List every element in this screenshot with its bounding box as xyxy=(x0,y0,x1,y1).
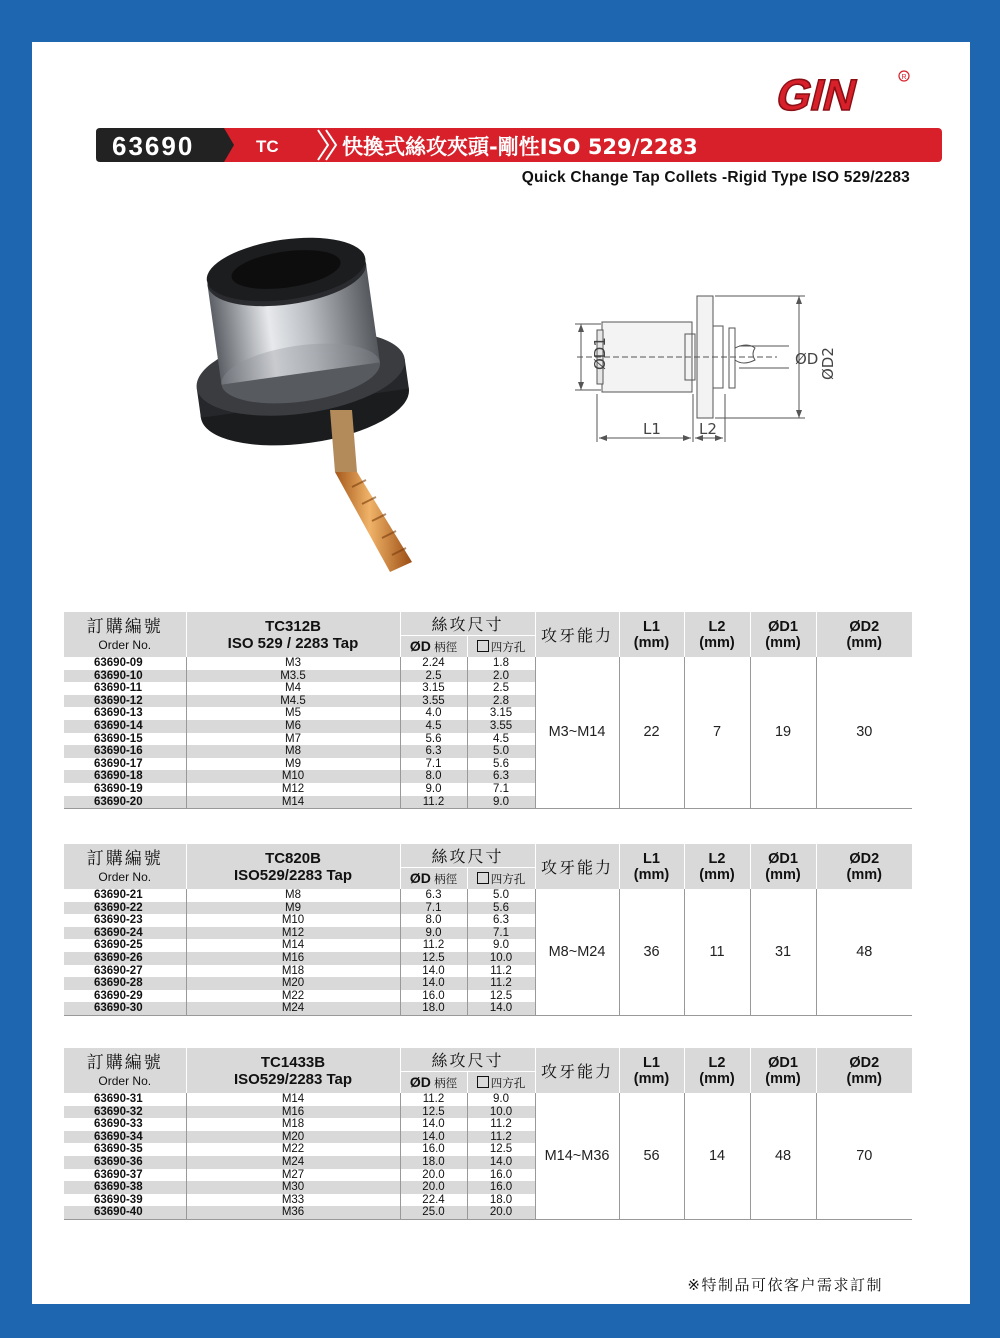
tap-size-cell: M10 xyxy=(186,770,400,783)
square-header: 四方孔 xyxy=(467,1072,535,1094)
square-cell: 11.2 xyxy=(467,965,535,978)
order-no-header xyxy=(64,612,186,657)
order-no-en: Order No. xyxy=(98,1073,152,1088)
l2-cell: 11 xyxy=(684,889,750,1015)
l1-cell: 22 xyxy=(619,657,684,809)
l2-header: L2 (mm) xyxy=(684,1048,750,1093)
shank-dia-cell: 18.0 xyxy=(400,1002,467,1015)
square-cell: 5.0 xyxy=(467,745,535,758)
square-cell: 9.0 xyxy=(467,1093,535,1106)
square-cell: 5.0 xyxy=(467,889,535,902)
shank-dia-cell: 14.0 xyxy=(400,977,467,990)
tap-header xyxy=(186,612,400,657)
shank-dia-cell: 22.4 xyxy=(400,1194,467,1207)
order-no-cell: 63690-18 xyxy=(64,770,186,783)
tap-size-cell: M14 xyxy=(186,796,400,809)
square-cell: 5.6 xyxy=(467,902,535,915)
d2-cell: 48 xyxy=(816,889,912,1015)
tap-size-cell: M33 xyxy=(186,1194,400,1207)
order-no-cell: 63690-27 xyxy=(64,965,186,978)
svg-text:R: R xyxy=(901,74,907,81)
shank-dia-cell: 25.0 xyxy=(400,1206,467,1219)
tap-size-cell: M24 xyxy=(186,1002,400,1015)
order-no-cell: 63690-39 xyxy=(64,1194,186,1207)
order-no-cell: 63690-29 xyxy=(64,990,186,1003)
capacity-header: 攻牙能力 xyxy=(535,612,619,657)
tap-size-cell: M10 xyxy=(186,914,400,927)
d1-header: ØD1 (mm) xyxy=(750,1048,816,1093)
tap-size-cell: M24 xyxy=(186,1156,400,1169)
order-no-header xyxy=(64,844,186,889)
label-d2: ØD2 xyxy=(819,347,837,380)
shank-dia-cell: 12.5 xyxy=(400,952,467,965)
order-no-cell: 63690-12 xyxy=(64,695,186,708)
order-no-cell: 63690-11 xyxy=(64,682,186,695)
square-cell: 20.0 xyxy=(467,1206,535,1219)
order-no-cell: 63690-19 xyxy=(64,783,186,796)
order-no-cell: 63690-36 xyxy=(64,1156,186,1169)
order-no-cell: 63690-30 xyxy=(64,1002,186,1015)
tap-size-cell: M7 xyxy=(186,733,400,746)
shank-dia-cell: 14.0 xyxy=(400,1131,467,1144)
square-cell: 2.5 xyxy=(467,682,535,695)
square-cell: 3.15 xyxy=(467,707,535,720)
tap-size-cell: M22 xyxy=(186,990,400,1003)
capacity-cell: M14~M36 xyxy=(535,1093,619,1219)
square-cell: 12.5 xyxy=(467,990,535,1003)
square-cell: 10.0 xyxy=(467,952,535,965)
tap-model: TC820B xyxy=(265,849,321,867)
tap-size-cell: M36 xyxy=(186,1206,400,1219)
square-cell: 2.8 xyxy=(467,695,535,708)
square-cell: 16.0 xyxy=(467,1169,535,1182)
square-cell: 9.0 xyxy=(467,796,535,809)
shank-dia-cell: 14.0 xyxy=(400,1118,467,1131)
square-cell: 16.0 xyxy=(467,1181,535,1194)
series-code: TC xyxy=(256,137,279,156)
shank-dia-cell: 16.0 xyxy=(400,990,467,1003)
tap-header xyxy=(186,844,400,889)
tap-size-cell: M8 xyxy=(186,889,400,902)
tap-size-cell: M20 xyxy=(186,977,400,990)
order-no-zh: 訂購編號 xyxy=(86,616,163,636)
order-no-zh: 訂購編號 xyxy=(86,848,163,868)
tap-size-cell: M12 xyxy=(186,783,400,796)
tap-model: TC312B xyxy=(265,617,321,635)
order-no-cell: 63690-40 xyxy=(64,1206,186,1219)
shank-dia-cell: 3.55 xyxy=(400,695,467,708)
shank-dia-header: ØD 柄徑 xyxy=(400,1072,467,1094)
order-no-en: Order No. xyxy=(98,637,152,652)
order-no-cell: 63690-17 xyxy=(64,758,186,771)
order-no-cell: 63690-14 xyxy=(64,720,186,733)
tap-size-cell: M27 xyxy=(186,1169,400,1182)
shank-dia-cell: 2.5 xyxy=(400,670,467,683)
subtitle-en: Quick Change Tap Collets -Rigid Type ISO 529/2283 xyxy=(521,169,910,186)
order-no-zh: 訂購編號 xyxy=(86,1052,163,1072)
square-cell: 3.55 xyxy=(467,720,535,733)
gin-logo xyxy=(767,66,917,122)
d1-cell: 19 xyxy=(750,657,816,809)
order-no-header xyxy=(64,1048,186,1093)
order-no-cell: 63690-22 xyxy=(64,902,186,915)
d2-header: ØD2 (mm) xyxy=(816,1048,912,1093)
square-cell: 11.2 xyxy=(467,977,535,990)
shank-dia-cell: 7.1 xyxy=(400,758,467,771)
shank-dia-header: ØD 柄徑 xyxy=(400,636,467,658)
capacity-cell: M8~M24 xyxy=(535,889,619,1015)
tap-standard: ISO529/2283 Tap xyxy=(233,1070,353,1088)
shank-dia-cell: 6.3 xyxy=(400,745,467,758)
square-icon xyxy=(477,1076,489,1088)
shank-dia-cell: 3.15 xyxy=(400,682,467,695)
order-no-cell: 63690-38 xyxy=(64,1181,186,1194)
square-cell: 7.1 xyxy=(467,783,535,796)
l1-cell: 36 xyxy=(619,889,684,1015)
square-cell: 5.6 xyxy=(467,758,535,771)
spec-table-tc1433b xyxy=(64,1048,912,1220)
shank-dia-cell: 11.2 xyxy=(400,1093,467,1106)
capacity-cell: M3~M14 xyxy=(535,657,619,809)
custom-order-note: ※特制品可依客户需求訂制 xyxy=(687,1277,883,1294)
tap-size-cell: M4 xyxy=(186,682,400,695)
d1-cell: 48 xyxy=(750,1093,816,1219)
tap-size-cell: M9 xyxy=(186,758,400,771)
tap-header xyxy=(186,1048,400,1093)
l2-cell: 14 xyxy=(684,1093,750,1219)
d2-cell: 30 xyxy=(816,657,912,809)
d2-header: ØD2 (mm) xyxy=(816,612,912,657)
order-no-cell: 63690-15 xyxy=(64,733,186,746)
order-no-cell: 63690-25 xyxy=(64,939,186,952)
shank-dia-cell: 7.1 xyxy=(400,902,467,915)
tap-size-cell: M6 xyxy=(186,720,400,733)
table-row xyxy=(64,657,912,670)
square-cell: 6.3 xyxy=(467,770,535,783)
square-icon xyxy=(477,640,489,652)
order-no-cell: 63690-34 xyxy=(64,1131,186,1144)
square-cell: 9.0 xyxy=(467,939,535,952)
order-no-cell: 63690-21 xyxy=(64,889,186,902)
shank-dia-cell: 4.5 xyxy=(400,720,467,733)
square-cell: 7.1 xyxy=(467,927,535,940)
square-icon xyxy=(477,872,489,884)
tap-size-cell: M18 xyxy=(186,1118,400,1131)
square-cell: 12.5 xyxy=(467,1143,535,1156)
label-d: ØD xyxy=(795,350,819,368)
l2-header: L2 (mm) xyxy=(684,844,750,889)
order-no-cell: 63690-33 xyxy=(64,1118,186,1131)
l1-header: L1 (mm) xyxy=(619,1048,684,1093)
square-header: 四方孔 xyxy=(467,636,535,658)
square-cell: 6.3 xyxy=(467,914,535,927)
product-code: 63690 xyxy=(112,131,195,161)
tap-model: TC1433B xyxy=(260,1053,326,1071)
table-row xyxy=(64,1093,912,1106)
d2-header: ØD2 (mm) xyxy=(816,844,912,889)
order-no-cell: 63690-23 xyxy=(64,914,186,927)
tap-size-cell: M9 xyxy=(186,902,400,915)
order-no-cell: 63690-35 xyxy=(64,1143,186,1156)
shank-dia-cell: 11.2 xyxy=(400,796,467,809)
tap-size-header: 絲攻尺寸 xyxy=(400,844,535,868)
shank-dia-cell: 20.0 xyxy=(400,1169,467,1182)
technical-drawing xyxy=(557,282,857,512)
square-cell: 1.8 xyxy=(467,657,535,670)
l2-cell: 7 xyxy=(684,657,750,809)
shank-dia-cell: 2.24 xyxy=(400,657,467,670)
order-no-cell: 63690-13 xyxy=(64,707,186,720)
table-row xyxy=(64,889,912,902)
shank-dia-cell: 12.5 xyxy=(400,1106,467,1119)
order-no-cell: 63690-16 xyxy=(64,745,186,758)
order-no-cell: 63690-28 xyxy=(64,977,186,990)
order-no-cell: 63690-32 xyxy=(64,1106,186,1119)
tap-size-header: 絲攻尺寸 xyxy=(400,1048,535,1072)
square-header: 四方孔 xyxy=(467,868,535,890)
order-no-cell: 63690-31 xyxy=(64,1093,186,1106)
square-cell: 10.0 xyxy=(467,1106,535,1119)
tap-size-cell: M3 xyxy=(186,657,400,670)
d1-cell: 31 xyxy=(750,889,816,1015)
shank-dia-cell: 5.6 xyxy=(400,733,467,746)
product-photo xyxy=(152,232,482,612)
tap-size-cell: M22 xyxy=(186,1143,400,1156)
square-cell: 11.2 xyxy=(467,1118,535,1131)
shank-dia-cell: 6.3 xyxy=(400,889,467,902)
tap-size-cell: M8 xyxy=(186,745,400,758)
square-cell: 14.0 xyxy=(467,1156,535,1169)
tap-size-cell: M12 xyxy=(186,927,400,940)
tap-size-cell: M14 xyxy=(186,939,400,952)
square-cell: 11.2 xyxy=(467,1131,535,1144)
tap-size-cell: M16 xyxy=(186,1106,400,1119)
capacity-header: 攻牙能力 xyxy=(535,1048,619,1093)
label-l1: L1 xyxy=(643,420,661,438)
title-bar xyxy=(96,128,942,162)
tap-size-cell: M30 xyxy=(186,1181,400,1194)
tap-size-cell: M3.5 xyxy=(186,670,400,683)
shank-dia-cell: 8.0 xyxy=(400,770,467,783)
square-cell: 4.5 xyxy=(467,733,535,746)
order-no-cell: 63690-20 xyxy=(64,796,186,809)
shank-dia-cell: 18.0 xyxy=(400,1156,467,1169)
d2-cell: 70 xyxy=(816,1093,912,1219)
order-no-cell: 63690-24 xyxy=(64,927,186,940)
tap-size-cell: M14 xyxy=(186,1093,400,1106)
tap-size-cell: M16 xyxy=(186,952,400,965)
order-no-cell: 63690-09 xyxy=(64,657,186,670)
label-d1: ØD1 xyxy=(591,337,609,370)
title-zh: 快換式絲攻夾頭-剛性ISO 529/2283 xyxy=(342,135,698,159)
tap-size-cell: M20 xyxy=(186,1131,400,1144)
square-cell: 2.0 xyxy=(467,670,535,683)
tap-size-cell: M5 xyxy=(186,707,400,720)
shank-dia-cell: 4.0 xyxy=(400,707,467,720)
shank-dia-cell: 20.0 xyxy=(400,1181,467,1194)
l1-header: L1 (mm) xyxy=(619,844,684,889)
capacity-header: 攻牙能力 xyxy=(535,844,619,889)
shank-dia-cell: 11.2 xyxy=(400,939,467,952)
logo-text: GIN xyxy=(771,71,862,120)
l2-header: L2 (mm) xyxy=(684,612,750,657)
order-no-en: Order No. xyxy=(98,869,152,884)
tap-size-cell: M18 xyxy=(186,965,400,978)
order-no-cell: 63690-26 xyxy=(64,952,186,965)
shank-dia-cell: 8.0 xyxy=(400,914,467,927)
d1-header: ØD1 (mm) xyxy=(750,612,816,657)
shank-dia-cell: 9.0 xyxy=(400,783,467,796)
shank-dia-header: ØD 柄徑 xyxy=(400,868,467,890)
tap-size-cell: M4.5 xyxy=(186,695,400,708)
tap-size-header: 絲攻尺寸 xyxy=(400,612,535,636)
l1-header: L1 (mm) xyxy=(619,612,684,657)
shank-dia-cell: 16.0 xyxy=(400,1143,467,1156)
spec-table-tc312b xyxy=(64,612,912,809)
order-no-cell: 63690-37 xyxy=(64,1169,186,1182)
shank-dia-cell: 9.0 xyxy=(400,927,467,940)
spec-table-tc820b xyxy=(64,844,912,1016)
d1-header: ØD1 (mm) xyxy=(750,844,816,889)
square-cell: 18.0 xyxy=(467,1194,535,1207)
l1-cell: 56 xyxy=(619,1093,684,1219)
order-no-cell: 63690-10 xyxy=(64,670,186,683)
tap-standard: ISO529/2283 Tap xyxy=(233,866,353,884)
square-cell: 14.0 xyxy=(467,1002,535,1015)
shank-dia-cell: 14.0 xyxy=(400,965,467,978)
tap-standard: ISO 529 / 2283 Tap xyxy=(227,634,359,652)
label-l2: L2 xyxy=(699,420,717,438)
